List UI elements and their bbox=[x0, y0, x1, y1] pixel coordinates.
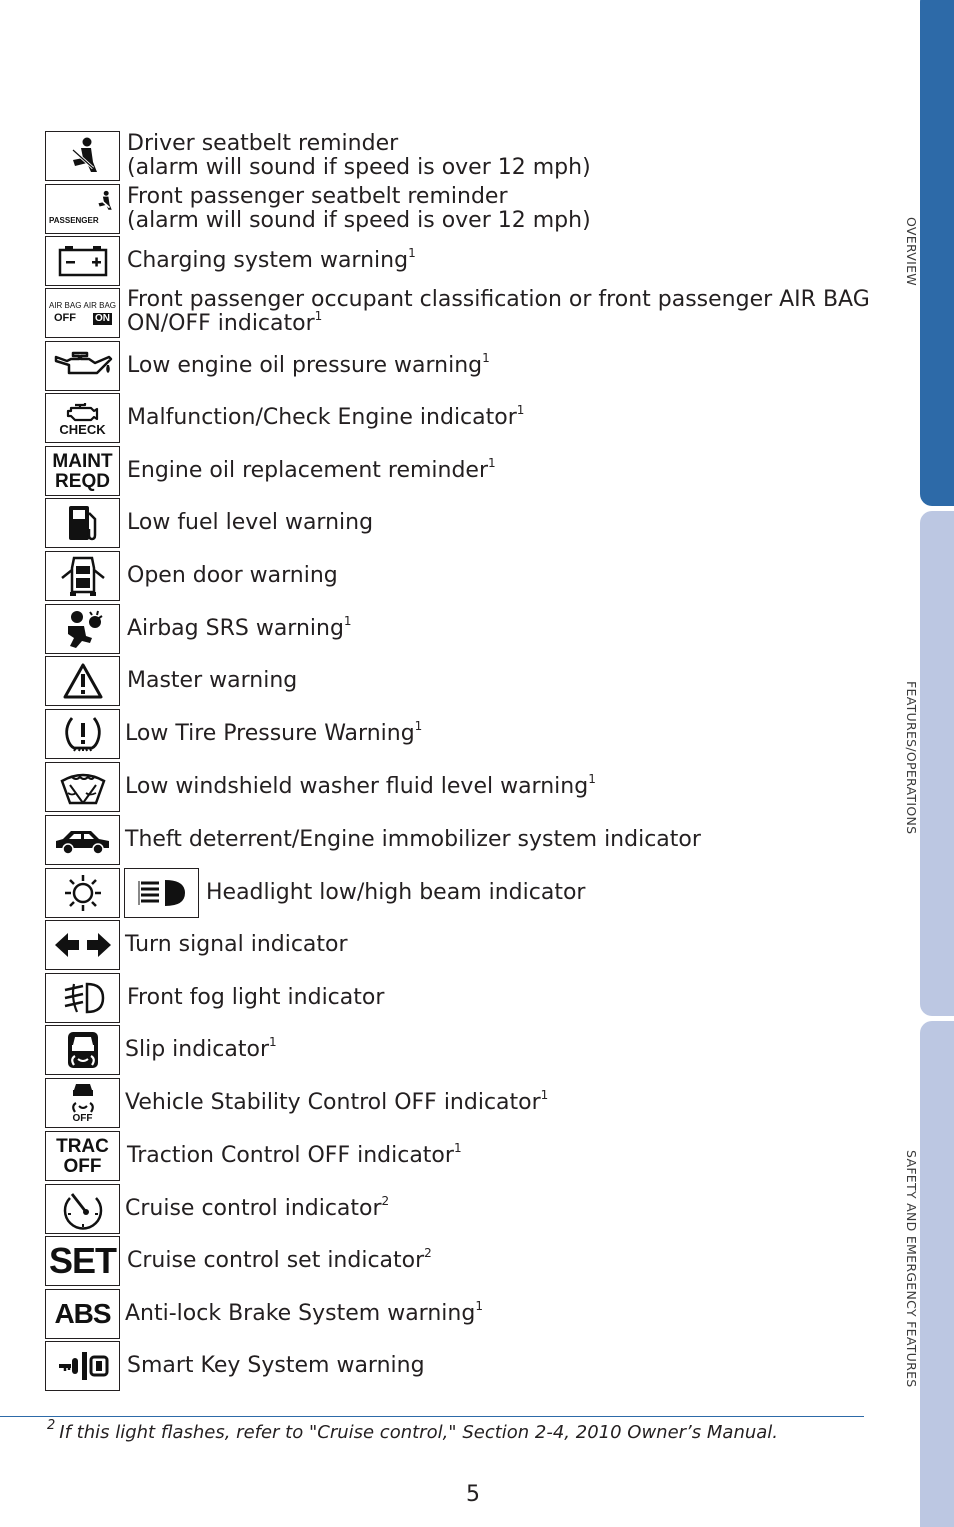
indicator-label: Smart Key System warning bbox=[127, 1353, 425, 1378]
trac-off-icon: TRAC OFF bbox=[45, 1131, 120, 1181]
tab-overview-label: OVERVIEW bbox=[904, 217, 919, 286]
indicator-label: Front passenger occupant classification or front passenger AIR BAG ON/OFF indicator$^1$ bbox=[127, 287, 870, 336]
master-warning-icon bbox=[45, 656, 120, 706]
indicator-label: Low Tire Pressure Warning$^1$ bbox=[125, 718, 423, 746]
indicator-row bbox=[45, 656, 875, 706]
indicator-label: Theft deterrent/Engine immobilizer system indicator bbox=[125, 827, 701, 852]
indicator-label: Turn signal indicator bbox=[125, 932, 348, 957]
parking-light-icon bbox=[45, 868, 120, 918]
page-number: 5 bbox=[466, 1482, 480, 1507]
indicator-row bbox=[45, 1025, 875, 1075]
tab-safety-emergency[interactable] bbox=[920, 1021, 954, 1527]
slip-icon bbox=[45, 1025, 120, 1075]
indicator-label: Master warning bbox=[127, 668, 298, 693]
indicator-label: Engine oil replacement reminder$^1$ bbox=[127, 455, 496, 483]
theft-car-icon bbox=[45, 815, 120, 865]
indicator-label: Anti-lock Brake System warning$^1$ bbox=[125, 1298, 483, 1326]
washer-fluid-icon bbox=[45, 762, 120, 812]
indicator-row bbox=[45, 393, 875, 443]
open-door-icon bbox=[45, 551, 120, 601]
indicator-label: Low engine oil pressure warning$^1$ bbox=[127, 350, 490, 378]
indicator-label: Front passenger seatbelt reminder (alarm will sound if speed is over 12 mph) bbox=[127, 184, 591, 233]
indicator-label: Front fog light indicator bbox=[127, 985, 385, 1010]
indicator-label: Low fuel level warning bbox=[127, 510, 374, 535]
indicator-row bbox=[45, 709, 875, 759]
tab-safety-label: SAFETY AND EMERGENCY FEATURES bbox=[904, 1150, 919, 1388]
indicator-row bbox=[45, 604, 875, 654]
passenger-seatbelt-icon: PASSENGER bbox=[45, 184, 120, 234]
indicator-label: Airbag SRS warning$^1$ bbox=[127, 613, 352, 641]
indicator-row bbox=[45, 1341, 875, 1391]
indicator-row bbox=[45, 1131, 875, 1181]
fuel-pump-icon bbox=[45, 498, 120, 548]
indicator-row bbox=[45, 184, 875, 234]
footnote-divider bbox=[0, 1416, 864, 1417]
footnote: $^2$ If this light flashes, refer to "Cruise control," Section 2-4, 2010 Owner’s Manual. bbox=[47, 1418, 779, 1443]
indicator-row bbox=[45, 236, 875, 286]
airbag-srs-icon bbox=[45, 604, 120, 654]
indicator-label: Low windshield washer fluid level warning$^1$ bbox=[125, 771, 596, 799]
seatbelt-icon bbox=[45, 131, 120, 181]
indicator-row bbox=[45, 341, 875, 391]
indicator-row bbox=[45, 1236, 875, 1286]
indicator-row bbox=[45, 868, 875, 918]
indicator-label: Malfunction/Check Engine indicator$^1$ bbox=[127, 402, 525, 430]
oil-can-icon bbox=[45, 341, 120, 391]
cruise-set-icon: SET bbox=[45, 1236, 120, 1286]
abs-icon: ABS bbox=[45, 1289, 120, 1339]
indicator-row bbox=[45, 498, 875, 548]
indicator-label: Driver seatbelt reminder (alarm will sound if speed is over 12 mph) bbox=[127, 131, 591, 180]
indicator-label: Cruise control indicator$^2$ bbox=[125, 1193, 390, 1221]
indicator-label: Charging system warning$^1$ bbox=[127, 245, 416, 273]
indicator-label: Cruise control set indicator$^2$ bbox=[127, 1245, 432, 1273]
indicator-label: Headlight low/high beam indicator bbox=[206, 880, 586, 905]
indicator-row bbox=[45, 1184, 875, 1234]
indicator-row bbox=[45, 446, 875, 496]
airbag-onoff-icon: AIR BAG AIR BAG OFF ON bbox=[45, 288, 120, 338]
indicator-row bbox=[45, 1078, 875, 1128]
headlight-icon bbox=[124, 868, 199, 918]
indicator-row bbox=[45, 920, 875, 970]
indicator-label: Traction Control OFF indicator$^1$ bbox=[127, 1140, 462, 1168]
tire-pressure-icon bbox=[45, 709, 120, 759]
battery-icon bbox=[45, 236, 120, 286]
check-engine-icon: CHECK bbox=[45, 393, 120, 443]
indicator-row bbox=[45, 551, 875, 601]
tab-features-operations[interactable] bbox=[920, 511, 954, 1016]
indicator-label: Vehicle Stability Control OFF indicator$^1$ bbox=[125, 1087, 549, 1115]
indicator-row bbox=[45, 762, 875, 812]
indicator-label: Open door warning bbox=[127, 563, 338, 588]
indicator-row bbox=[45, 288, 875, 338]
indicator-row bbox=[45, 973, 875, 1023]
indicator-row bbox=[45, 131, 875, 181]
maint-reqd-icon: MAINT REQD bbox=[45, 446, 120, 496]
smart-key-icon bbox=[45, 1341, 120, 1391]
tab-overview[interactable] bbox=[920, 0, 954, 506]
indicator-row bbox=[45, 1289, 875, 1339]
turn-signal-icon bbox=[45, 920, 120, 970]
vsc-off-icon: OFF bbox=[45, 1078, 120, 1128]
cruise-control-icon bbox=[45, 1184, 120, 1234]
indicator-row bbox=[45, 815, 875, 865]
tab-features-label: FEATURES/OPERATIONS bbox=[904, 681, 919, 835]
indicator-label: Slip indicator$^1$ bbox=[125, 1034, 277, 1062]
fog-light-icon bbox=[45, 973, 120, 1023]
